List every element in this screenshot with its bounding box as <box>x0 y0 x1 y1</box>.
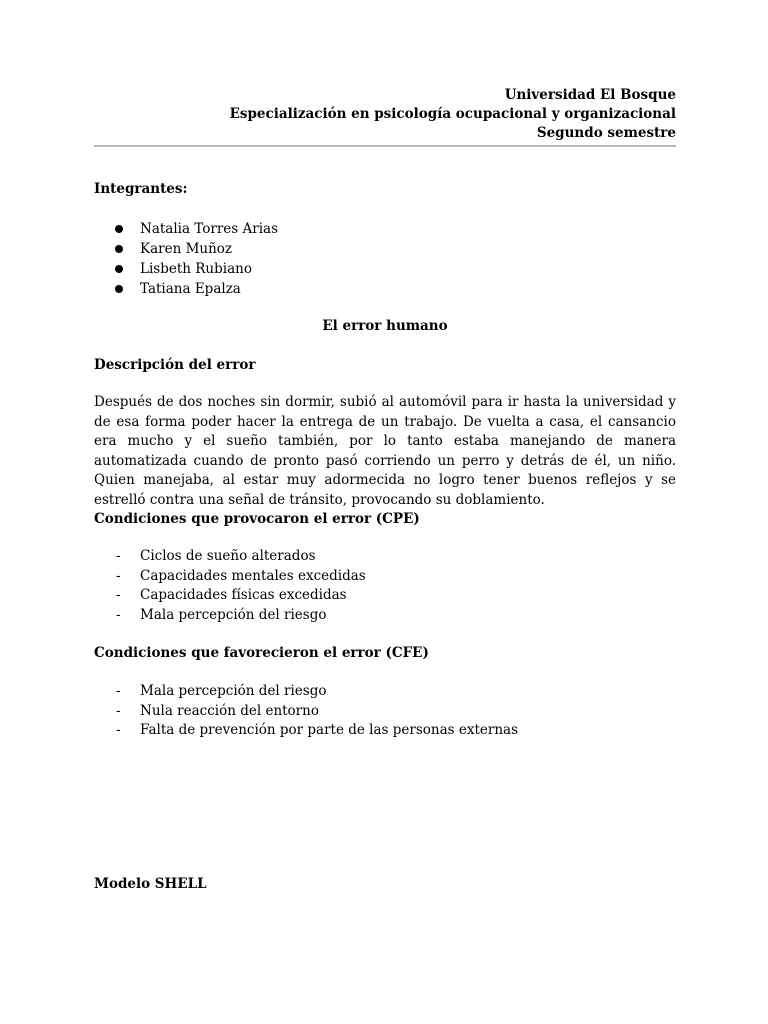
dash-marker: - <box>116 683 121 699</box>
cpe-item: Capacidades mentales excedidas <box>140 567 366 584</box>
bullet-icon <box>115 285 123 293</box>
cpe-heading: Condiciones que provocaron el error (CPE) <box>94 511 420 527</box>
university-name: Universidad El Bosque <box>504 87 676 103</box>
cfe-heading: Condiciones que favorecieron el error (CFE) <box>94 645 429 661</box>
bullet-icon <box>115 245 123 253</box>
list-item <box>94 259 278 279</box>
cpe-item: Capacidades físicas excedidas <box>140 587 347 603</box>
dash-marker: - <box>116 606 121 623</box>
member-name: Tatiana Epalza <box>140 281 241 297</box>
list-item <box>94 682 518 702</box>
members-list <box>94 219 278 299</box>
member-name: Karen Muñoz <box>140 241 233 257</box>
program-name: Especialización en psicología ocupacional y organizacional <box>229 106 676 122</box>
document-header <box>94 86 676 143</box>
semester-label: Segundo semestre <box>536 125 676 141</box>
list-item <box>94 702 518 722</box>
cpe-item: Mala percepción del riesgo <box>140 606 327 623</box>
dash-marker: - <box>116 702 121 719</box>
cfe-item: Falta de prevención por parte de las personas externas <box>140 722 519 738</box>
cpe-item: Ciclos de sueño alterados <box>140 548 316 564</box>
descripcion-heading: Descripción del error <box>94 357 256 373</box>
descripcion-paragraph: Después de dos noches sin dormir, subió al automóvil para ir hasta la universidad y de esa forma poder hacer la entrega de un trabajo. De vuelta a casa, el cansancio era mucho y el sueño también, por lo tanto estaba manejando de manera automatizada cuando de pronto pasó corriendo un perro y detrás de él, un niño. Quien manejaba, al estar muy adormecida no logro tener buenos reflejos y se estrelló contra una señal de tránsito, provocando su doblamiento. <box>94 394 676 508</box>
list-item <box>94 567 366 587</box>
list-item <box>94 279 278 299</box>
cfe-list <box>94 682 518 741</box>
list-item <box>94 721 518 741</box>
header-divider <box>94 145 676 147</box>
member-name: Lisbeth Rubiano <box>140 261 252 277</box>
bullet-icon <box>115 225 123 233</box>
cpe-list <box>94 547 366 625</box>
list-item <box>94 606 366 626</box>
cfe-item: Nula reacción del entorno <box>140 702 319 719</box>
cfe-item: Mala percepción del riesgo <box>140 683 327 699</box>
dash-marker: - <box>116 567 121 584</box>
modelo-shell-heading: Modelo SHELL <box>94 876 207 892</box>
list-item <box>94 586 366 606</box>
list-item <box>94 219 278 239</box>
document-title: El error humano <box>322 318 448 334</box>
dash-marker: - <box>116 548 121 564</box>
member-name: Natalia Torres Arias <box>140 221 279 237</box>
dash-marker: - <box>116 722 121 738</box>
integrantes-label: Integrantes: <box>94 181 188 197</box>
bullet-icon <box>115 265 123 273</box>
list-item <box>94 547 366 567</box>
dash-marker: - <box>116 587 121 603</box>
list-item <box>94 239 278 259</box>
